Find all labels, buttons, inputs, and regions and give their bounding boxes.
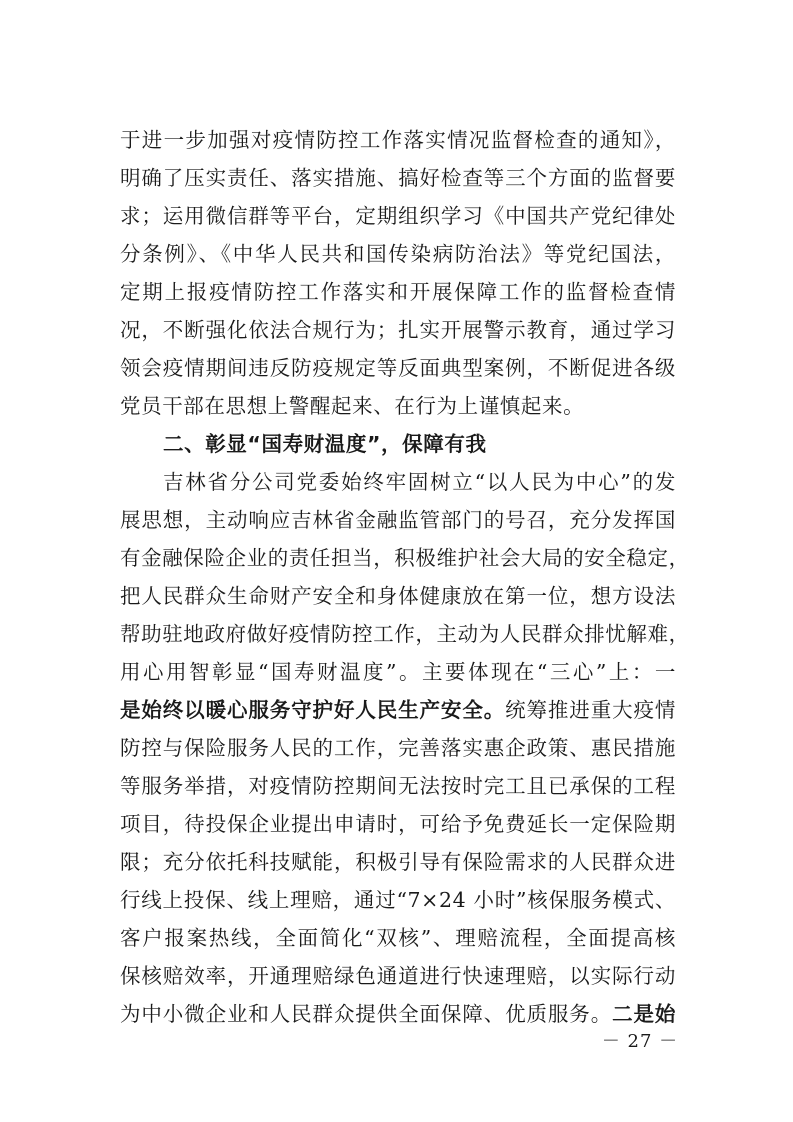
paragraph-line: 客户报案热线，全面简化“双核”、理赔流程，全面提高核 [120, 926, 676, 950]
section-heading: 二、彰显“国寿财温度”，保障有我 [163, 432, 487, 456]
line-text: 为中小微企业和人民群众提供全面保障、优质服务。 [120, 1002, 613, 1026]
paragraph-line: 况，不断强化依法合规行为；扎实开展警示教育，通过学习 [120, 318, 676, 342]
bold-phrase: 二是始 [612, 1002, 676, 1026]
paragraph-line: 帮助驻地政府做好疫情防控工作，主动为人民群众排忧解难， [120, 622, 690, 646]
paragraph-line: 项目，待投保企业提出申请时，可给予免费延长一定保险期 [120, 812, 676, 836]
paragraph-line: 求；运用微信群等平台，定期组织学习《中国共产党纪律处 [120, 204, 676, 228]
paragraph-line: 有金融保险企业的责任担当，积极维护社会大局的安全稳定， [120, 546, 690, 570]
bold-phrase: 是始终以暖心服务守护好人民生产安全。 [120, 698, 506, 722]
paragraph-line: 行线上投保、线上理赔，通过“7×24 小时”核保服务模式、 [120, 888, 676, 912]
paragraph-line: 定期上报疫情防控工作落实和开展保障工作的监督检查情 [120, 280, 676, 304]
paragraph-line: 把人民群众生命财产安全和身体健康放在第一位，想方设法 [120, 584, 676, 608]
paragraph-line: 等服务举措，对疫情防控期间无法按时完工且已承保的工程 [120, 774, 676, 798]
paragraph-line: 党员干部在思想上警醒起来、在行为上谨慎起来。 [120, 394, 585, 418]
paragraph-line [120, 691, 676, 729]
paragraph-line: 展思想，主动响应吉林省金融监管部门的号召，充分发挥国 [120, 508, 676, 532]
paragraph-line: 领会疫情期间违反防疫规定等反面典型案例，不断促进各级 [120, 356, 676, 380]
paragraph-line: 分条例》、《中华人民共和国传染病防治法》等党纪国法， [120, 242, 676, 266]
paragraph-line: 保核赔效率，开通理赔绿色通道进行快速理赔，以实际行动 [120, 964, 676, 988]
paragraph-line: 明确了压实责任、落实措施、搞好检查等三个方面的监督要 [120, 166, 676, 190]
paragraph-line: 防控与保险服务人民的工作，完善落实惠企政策、惠民措施 [120, 736, 676, 760]
page-number: － 27 － [601, 1031, 679, 1052]
paragraph-line: 限；充分依托科技赋能，积极引导有保险需求的人民群众进 [120, 850, 676, 874]
paragraph-line: 用心用智彰显“国寿财温度”。主要体现在“三心”上：一 [120, 660, 676, 684]
paragraph-line: 于进一步加强对疫情防控工作落实情况监督检查的通知》， [120, 128, 676, 152]
paragraph-line: 吉林省分公司党委始终牢固树立“以人民为中心”的发 [163, 470, 676, 494]
line-tail: 统筹推进重大疫情 [505, 698, 676, 722]
paragraph-line [120, 995, 676, 1033]
